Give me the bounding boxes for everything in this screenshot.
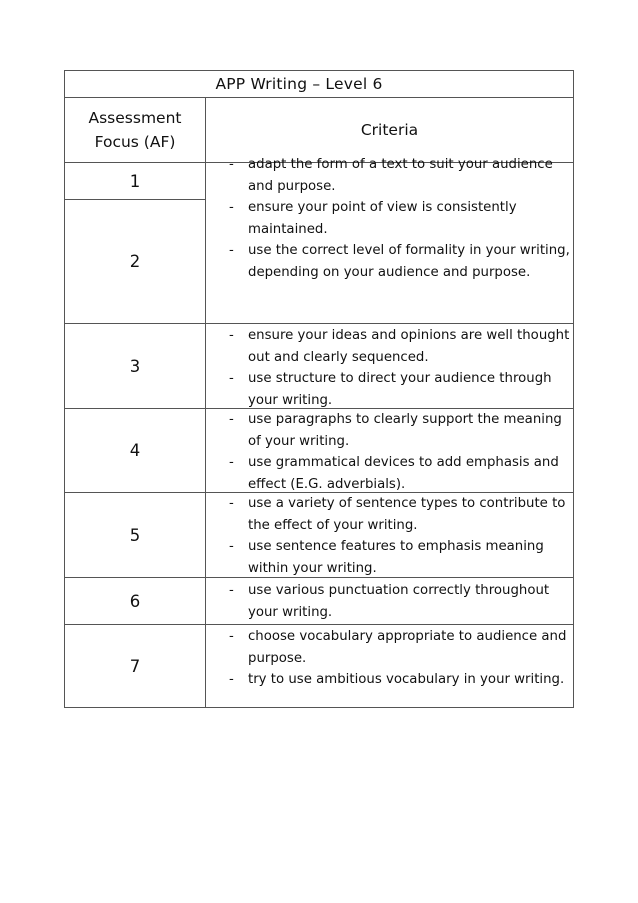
- criteria-group-af6: [206, 580, 572, 623]
- bullet-dash: -: [229, 583, 234, 598]
- criteria-item: [206, 536, 572, 579]
- criteria-text: try to use ambitious vocabulary in your writing.: [248, 672, 565, 687]
- header-assessment-focus: [65, 98, 205, 162]
- bullet-dash: -: [229, 672, 234, 687]
- criteria-table: [64, 70, 574, 707]
- criteria-text: use a variety of sentence types to contribute to the effect of your writing.: [248, 496, 566, 533]
- af-number: 3: [129, 356, 141, 376]
- af-number: 7: [129, 656, 141, 676]
- bullet-dash: -: [229, 243, 234, 258]
- af-number: 1: [129, 171, 141, 191]
- criteria-item: [206, 325, 572, 368]
- af-number: 5: [129, 525, 141, 545]
- criteria-group-af4: [206, 409, 572, 495]
- af-number: 6: [129, 591, 141, 611]
- criteria-text: ensure your ideas and opinions are well thought out and clearly sequenced.: [248, 328, 570, 365]
- criteria-item: [206, 626, 572, 669]
- bullet-dash: -: [229, 496, 234, 511]
- bullet-dash: -: [229, 200, 234, 215]
- criteria-item: [206, 580, 572, 623]
- criteria-text: use the correct level of formality in your writing, depending on your audience and purpose.: [248, 243, 570, 280]
- criteria-item: [206, 493, 572, 536]
- criteria-text: use various punctuation correctly throughout your writing.: [248, 583, 550, 620]
- bullet-dash: -: [229, 412, 234, 427]
- criteria-text: adapt the form of a text to suit your audience and purpose.: [248, 157, 553, 194]
- criteria-item: [206, 368, 572, 411]
- table-title: APP Writing – Level 6: [215, 75, 383, 93]
- criteria-group-af1-2: [206, 154, 572, 283]
- bullet-dash: -: [229, 371, 234, 386]
- af-number: 2: [129, 252, 141, 271]
- rule-right: [573, 70, 574, 708]
- bullet-dash: -: [229, 539, 234, 554]
- criteria-item: [206, 669, 572, 691]
- criteria-text: use grammatical devices to add emphasis and effect (E.G. adverbials).: [248, 455, 559, 492]
- bullet-dash: -: [229, 455, 234, 470]
- rule-bottom: [64, 707, 574, 708]
- criteria-text: use sentence features to emphasis meaning within your writing.: [248, 539, 544, 576]
- criteria-group-af3: [206, 325, 572, 411]
- criteria-item: [206, 154, 572, 197]
- header-assessment-line2: Focus (AF): [94, 133, 176, 151]
- criteria-text: ensure your point of view is consistently maintained.: [248, 200, 517, 237]
- criteria-text: choose vocabulary appropriate to audience and purpose.: [248, 629, 567, 666]
- bullet-dash: -: [229, 629, 234, 644]
- criteria-item: [206, 197, 572, 240]
- bullet-dash: -: [229, 157, 234, 172]
- criteria-item: [206, 452, 572, 495]
- criteria-group-af5: [206, 493, 572, 579]
- criteria-group-af7: [206, 626, 572, 691]
- bullet-dash: -: [229, 328, 234, 343]
- af-number: 4: [129, 441, 141, 460]
- criteria-text: use structure to direct your audience through your writing.: [248, 371, 552, 408]
- header-assessment-line1: Assessment: [88, 109, 182, 127]
- header-criteria: Criteria: [360, 121, 419, 139]
- criteria-item: [206, 409, 572, 452]
- criteria-text: use paragraphs to clearly support the meaning of your writing.: [248, 412, 562, 449]
- criteria-item: [206, 240, 572, 283]
